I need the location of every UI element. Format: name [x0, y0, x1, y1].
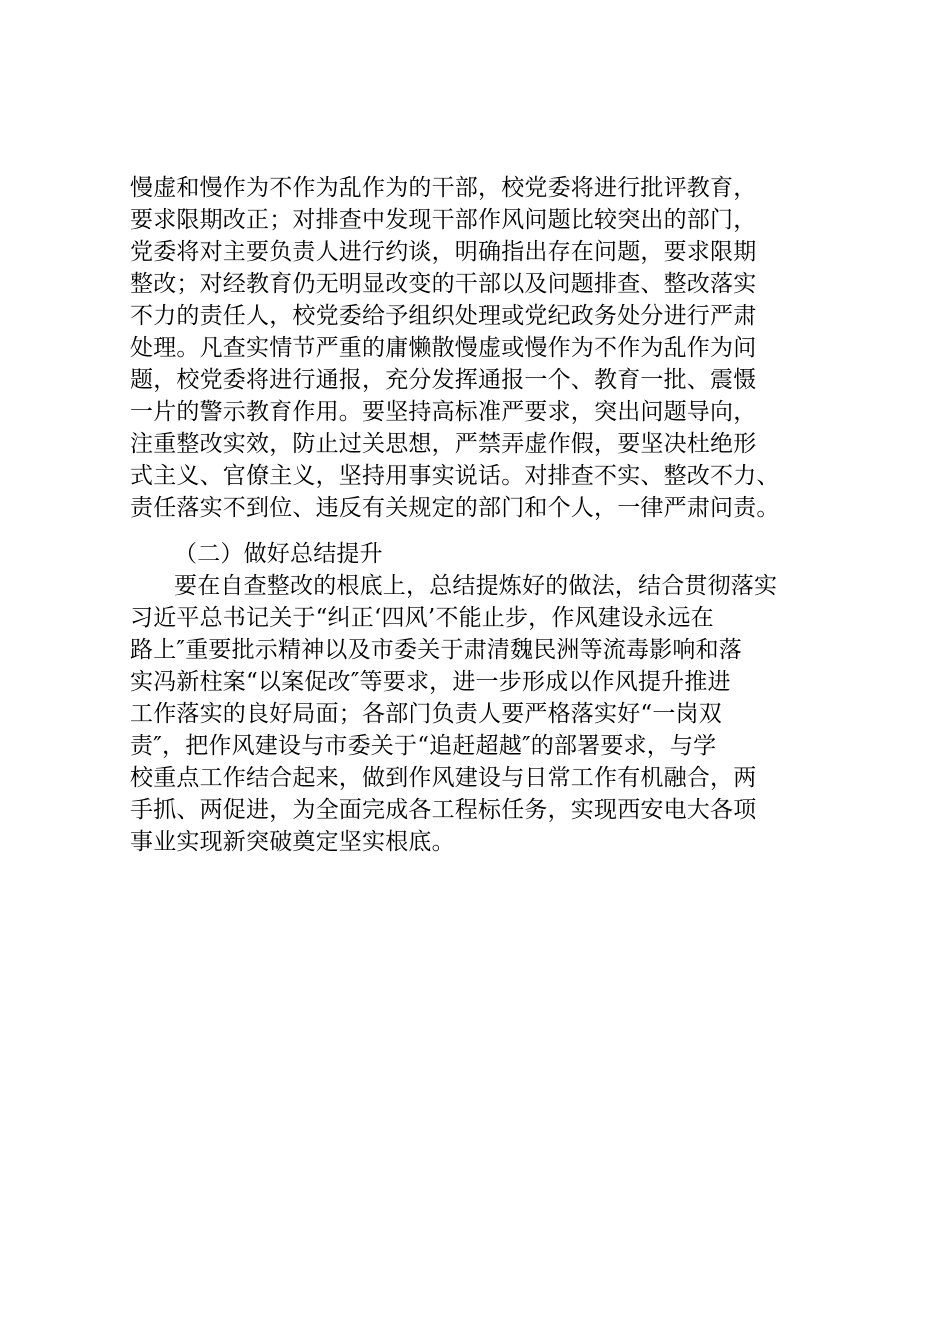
paragraph1-line: 处理。凡查实情节严重的庸懒散慢虚或慢作为不作为乱作为问: [130, 335, 757, 361]
section2-line: 路上″重要批示精神以及市委关于肃清魏民洲等流毒影响和落: [130, 637, 742, 663]
paragraph1-line: 党委将对主要负责人进行约谈，明确指出存在问题，要求限期: [130, 239, 757, 265]
section2-line: 要在自查整改的根底上，总结提炼好的做法，结合贯彻落实: [174, 573, 778, 599]
paragraph1-line: 慢虚和慢作为不作为乱作为的干部，校党委将进行批评教育，: [130, 175, 757, 201]
section2-line: 责″，把作风建设与市委关于“追赶超越″的部署要求，与学: [130, 733, 717, 759]
paragraph1-line: 责任落实不到位、违反有关规定的部门和个人，一律严肃问责。: [130, 495, 780, 521]
paragraph1-line: 一片的警示教育作用。要坚持高标准严要求，突出问题导向，: [130, 399, 757, 425]
paragraph1-line: 注重整改实效，防止过关思想，严禁弄虚作假，要坚决杜绝形: [130, 431, 757, 457]
paragraph1-line: 式主义、官僚主义，坚持用事实说话。对排查不实、整改不力、: [130, 463, 780, 489]
paragraph1-line: 整改；对经教育仍无明显改变的干部以及问题排查、整改落实: [130, 271, 757, 297]
section2-line: 习近平总书记关于“纠正‘四风’不能止步，作风建设永远在: [130, 605, 714, 631]
section2-line: 校重点工作结合起来，做到作风建设与日常工作有机融合，两: [130, 765, 757, 791]
section-heading: （二）做好总结提升: [174, 541, 383, 567]
section2-line: 手抓、两促进，为全面完成各工程标任务，实现西安电大各项: [130, 797, 757, 823]
section2-line: 工作落实的良好局面；各部门负责人要严格落实好“一岗双: [130, 701, 722, 727]
paragraph1-line: 要求限期改正；对排查中发现干部作风问题比较突出的部门，: [130, 207, 757, 233]
section2-line: 事业实现新突破奠定坚实根底。: [130, 829, 455, 855]
paragraph1-line: 不力的责任人，校党委给予组织处理或党纪政务处分进行严肃: [130, 303, 757, 329]
section2-line: 实冯新柱案“以案促改″等要求，进一步形成以作风提升推进: [130, 669, 731, 695]
paragraph1-line: 题，校党委将进行通报，充分发挥通报一个、教育一批、震慑: [130, 367, 757, 393]
